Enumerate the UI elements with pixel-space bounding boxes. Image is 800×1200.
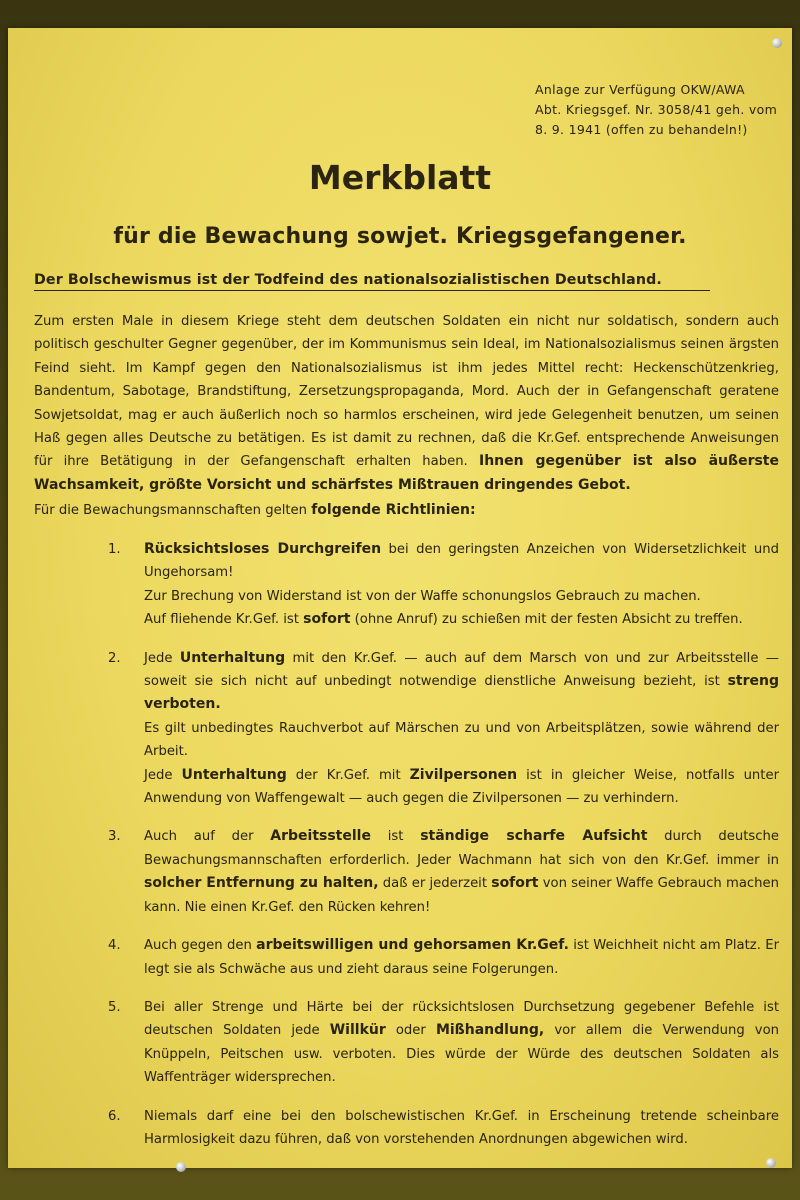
intro-paragraph [34, 310, 779, 497]
reference-note-line: Anlage zur Verfügung OKW/AWA [535, 82, 745, 97]
guideline-item [34, 1105, 779, 1152]
guideline-text: vor allem die Verwendung von Knüppeln, Peitschen usw. verboten. Dies würde der Würde des deutschen Soldaten als Waffenträger widersprechen. [144, 1023, 780, 1086]
notice-sheet [8, 28, 792, 1168]
guideline-text: mit den Kr.Gef. — auch auf dem Marsch von und zur Arbeitsstelle — soweit sie sich nicht auf unbedingt notwendige dienstliche Anweisung bezieht, ist [144, 650, 779, 690]
guideline-item [34, 825, 779, 919]
reference-note-line: 8. 9. 1941 (offen zu behandeln!) [535, 122, 748, 137]
guideline-number: 1. [108, 542, 121, 557]
guideline-text: Zur Brechung von Widerstand ist von der Waffe schonungslos Gebrauch zu machen. [144, 588, 701, 604]
guideline-body [144, 538, 779, 632]
guideline-emphasis: arbeitswilligen und gehorsamen Kr.Gef. [256, 937, 569, 954]
guideline-text: Auch auf der [144, 829, 271, 845]
leadin-emphasis: folgende Richtlinien: [311, 502, 476, 518]
guideline-text: Bei aller Strenge und Härte bei der rücksichtslosen Durchsetzung gegebener Befehle ist deutschen Soldaten jede [144, 999, 779, 1039]
guideline-paragraph [144, 1105, 779, 1152]
guideline-paragraph [144, 764, 779, 811]
guideline-item [34, 538, 779, 632]
guideline-text: durch deutsche Bewachungsmannschaften erforderlich. Jeder Wachmann hat sich von den Kr.Gef. immer in [144, 829, 779, 868]
guideline-text: ist [370, 829, 421, 845]
guideline-text: Jede [144, 650, 180, 666]
guideline-item [34, 996, 779, 1090]
guideline-number: 3. [108, 829, 121, 845]
guideline-emphasis: sofort [491, 875, 539, 892]
guideline-paragraph [144, 585, 779, 608]
guideline-item [34, 934, 779, 981]
guideline-emphasis: Willkür [329, 1022, 386, 1039]
reference-note [535, 80, 785, 140]
guideline-item [34, 647, 779, 811]
guideline-emphasis: streng verboten. [144, 673, 779, 713]
guideline-text: bei den geringsten Anzeichen von Widersetzlichkeit und Ungehorsam! [144, 542, 779, 581]
guideline-body [144, 647, 779, 811]
guideline-body [144, 934, 779, 981]
guideline-text: ist Weichheit nicht am Platz. Er legt sie als Schwäche aus und zieht daraus seine Folgerungen. [144, 938, 779, 977]
guideline-paragraph [144, 825, 779, 919]
document-subtitle: für die Bewachung sowjet. Kriegsgefangener. [113, 224, 687, 249]
guideline-paragraph [144, 717, 779, 764]
guideline-text: Niemals darf eine bei den bolschewistischen Kr.Gef. in Erscheinung tretende scheinbare Harmlosigkeit dazu führen, daß von vorstehenden Anordnungen abgewichen wird. [144, 1108, 779, 1147]
guideline-paragraph [144, 934, 779, 981]
guideline-emphasis: Zivilpersonen [409, 766, 518, 783]
guideline-text: oder [385, 1023, 436, 1039]
guidelines-list [34, 538, 779, 1166]
guideline-paragraph [144, 996, 779, 1090]
guideline-text: Jede [144, 767, 182, 783]
guideline-emphasis: solcher Entfernung zu halten, [144, 875, 379, 892]
guideline-paragraph [144, 608, 779, 631]
guideline-number: 4. [108, 938, 121, 954]
guideline-text: daß er jederzeit [378, 876, 492, 892]
pin-top-right [772, 38, 782, 48]
guideline-emphasis: Mißhandlung, [435, 1022, 545, 1039]
guideline-body [144, 825, 779, 919]
guideline-emphasis: Rücksichtsloses Durchgreifen [144, 541, 382, 557]
guidelines-leadin [34, 502, 779, 518]
guideline-text: (ohne Anruf) zu schießen mit der festen Absicht zu treffen. [350, 612, 743, 628]
guideline-text: der Kr.Gef. mit [286, 767, 410, 783]
guideline-emphasis: Unterhaltung [181, 766, 287, 783]
guideline-text: von seiner Waffe Gebrauch machen kann. Nie einen Kr.Gef. den Rücken kehren! [144, 876, 779, 915]
guideline-emphasis: Unterhaltung [179, 649, 286, 666]
guideline-text: Auf fliehende Kr.Gef. ist [144, 612, 304, 628]
guideline-number: 2. [108, 650, 121, 666]
guideline-body [144, 1105, 779, 1152]
intro-emphasis: Ihnen gegenüber ist also äußerste Wachsamkeit, größte Vorsicht und schärfstes Mißtrauen dringendes Gebot. [34, 453, 779, 493]
document-title: Merkblatt [308, 158, 492, 197]
guideline-text: ist in gleicher Weise, notfalls unter Anwendung von Waffengewalt — auch gegen die Zivilpersonen — zu verhindern. [144, 767, 779, 807]
guideline-number: 6. [108, 1108, 121, 1124]
guideline-number: 5. [108, 999, 121, 1015]
intro-text: Zum ersten Male in diesem Kriege steht dem deutschen Soldaten ein nicht nur soldatisch, sondern auch politisch geschulter Gegner gegenüber, der im Kommunismus sein Ideal, im Nationalsozialismus seinen ärgsten Feind sieht. Im Kampf gegen den Nationalsozialismus ist ihm jedes Mittel recht: Heckenschützenkrieg, Bandentum, Sabotage, Brandstiftung, Zersetzungspropaganda, Mord. Auch der in Gefangenschaft geratene Sowjetsoldat, mag er auch äußerlich noch so harmlos erscheinen, wird jede Gelegenheit benutzen, um seinen Haß gegen alles Deutsche zu betätigen. Es ist damit zu rechnen, daß die Kr.Gef. entsprechende Anweisungen für ihre Betätigung in der Gefangenschaft erhalten haben. [34, 314, 779, 470]
guideline-body [144, 996, 779, 1090]
guideline-paragraph [144, 538, 779, 585]
guideline-emphasis: Arbeitsstelle [270, 828, 371, 845]
guideline-emphasis: ständige scharfe Aufsicht [420, 828, 648, 845]
guideline-emphasis: sofort [303, 611, 351, 628]
headline: Der Bolschewismus ist der Todfeind des nationalsozialistischen Deutschland. [34, 272, 710, 291]
leadin-text: Für die Bewachungsmannschaften gelten [34, 503, 308, 518]
guideline-paragraph [144, 647, 779, 717]
guideline-text: Es gilt unbedingtes Rauchverbot auf Märschen zu und von Arbeitsplätzen, sowie während der Arbeit. [144, 720, 779, 760]
reference-note-line: Abt. Kriegsgef. Nr. 3058/41 geh. vom [535, 102, 778, 117]
guideline-text: Auch gegen den [144, 938, 257, 954]
